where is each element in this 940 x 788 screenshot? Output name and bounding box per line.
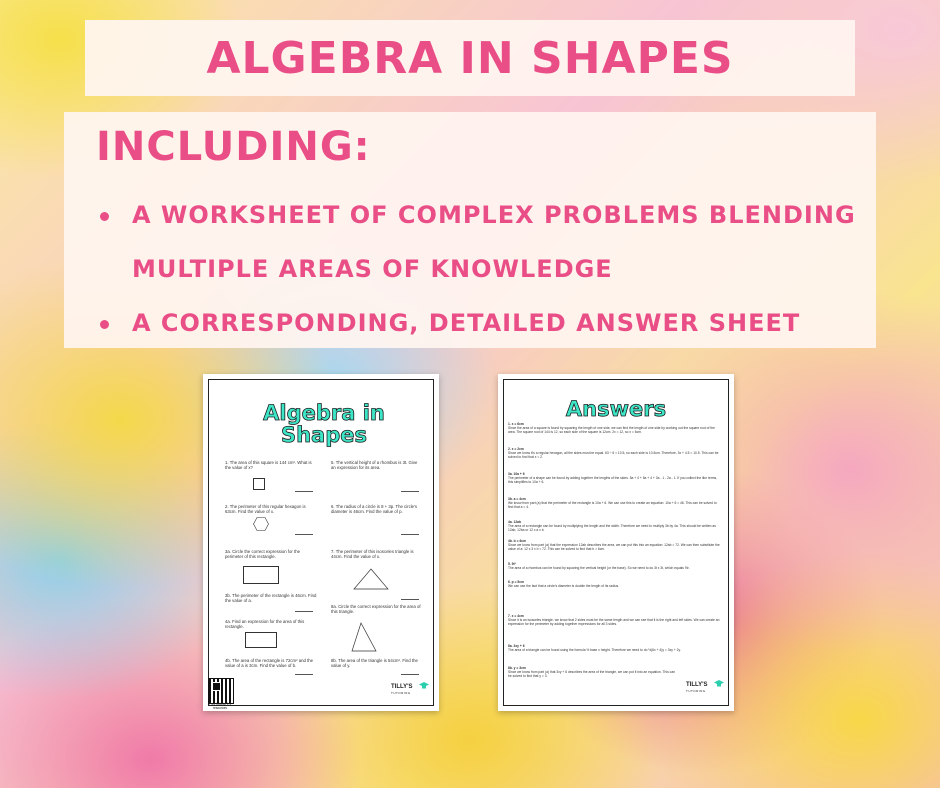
qr-caption: Free tutorial 1:1 resources <box>208 702 232 710</box>
question-6: 6. The radius of a circle is 8 + 3p. The circle's diameter is 46cm. Find the value of p. <box>331 504 418 515</box>
worksheet-title: Algebra in Shapes <box>263 401 385 448</box>
answer-item: 2. x = 2cm Since we know it's a regular hexagon, all the sides must be equal. 63 ÷ 6 = 10.5, so each side is 10.5cm. Therefore, 3x + 4.5 = 10.5. This can be solved to find that x = 2. <box>508 447 719 460</box>
answer-item: 8b. y = 3cm Since we know from part (a) that 3xy + 6 describes the area of the triangle, we can put it into an equation. This can be solved to find that y = 3. <box>508 666 675 679</box>
info-banner <box>64 112 876 348</box>
question-1: 1. The area of this square is 144 cm². What is the value of x? <box>225 460 312 471</box>
worksheet-preview <box>203 374 439 711</box>
answer-item: 1. x = 6cm Since the area of a square is found by squaring the length of one side, we can find the length of one side by working out the square root of the area. The square root of 144 is 12, so each side of the square is 12cm. 2x = 12, so x = 6cm. <box>508 422 715 435</box>
question-8a: 8a. Circle the correct expression for the area of this triangle. <box>331 604 421 615</box>
answer-line <box>295 534 313 535</box>
answer-item: 6. p = 5cm We can use the fact that a circle's diameter is double the length of its radius. <box>508 580 620 589</box>
question-5: 5. The vertical height of a rhombus is 3t. Give an expression for its area. <box>331 460 418 471</box>
rectangle-shape-2 <box>245 632 277 648</box>
answer-item: 4b. b = 6cm Since we know from part (a) that the expression 12ab describes the area, we can put this into an equation: 12ab = 72. We can then substitute the value of a: 12 x 3 x b = 72. This can be solved to find that b = 6cm. <box>508 539 720 552</box>
answer-line <box>295 491 313 492</box>
answer-sheet-title: Answers <box>565 397 667 421</box>
page-title: ALGEBRA IN SHAPES <box>206 32 734 84</box>
brand-logo <box>686 682 708 694</box>
bullet-dot-icon <box>100 320 109 329</box>
triangle-shape-2 <box>351 622 377 652</box>
answer-item: 3b. a = 4cm We know from part (a) that the perimeter of the rectangle is 10a + 6. We can use this to create an equation: 10a + 6 = 46. This can be solved to find that a = 4. <box>508 497 717 510</box>
bullet-list <box>96 188 866 350</box>
answer-item: 5. 9t² The area of a rhombus can be found by squaring the vertical height (or the base). So we need to do 3t x 3t, which equals 9t². <box>508 562 690 571</box>
answer-item: 7. x = 4cm Since it is an isosceles triangle, we know that 2 sides must be the same length and we can see that it is the right and left sides. We can create an expression for the perimeter by adding together expressions for all 3 sides. <box>508 614 720 627</box>
brand-name: TILLY'S <box>686 682 708 688</box>
rectangle-shape <box>243 566 279 584</box>
hexagon-shape <box>253 517 269 531</box>
question-4b: 4b. The area of the rectangle is 72cm² and the value of a is 3cm. Find the value of b. <box>225 658 314 669</box>
bullet-item <box>96 188 866 296</box>
brand-sub: TUTORING <box>686 689 706 693</box>
answer-line <box>295 611 313 612</box>
graduation-cap-icon <box>714 680 724 688</box>
square-shape <box>253 478 265 490</box>
answer-line <box>401 674 419 675</box>
question-8b: 8b. The area of the triangle is 54cm². Find the value of y. <box>331 658 418 669</box>
triangle-shape <box>353 568 389 590</box>
question-4a: 4a. Find an expression for the area of this rectangle. <box>225 619 305 630</box>
question-3b: 3b. The perimeter of the rectangle is 46cm. Find the value of a. <box>225 593 317 604</box>
brand-name: TILLY'S <box>391 684 413 690</box>
question-3a: 3a. Circle the correct expression for the perimeter of this rectangle. <box>225 549 300 560</box>
graduation-cap-icon <box>419 682 429 690</box>
answer-line <box>401 491 419 492</box>
answer-line <box>401 599 419 600</box>
answer-line <box>401 534 419 535</box>
bullet-text: A WORKSHEET OF COMPLEX PROBLEMS BLENDING MULTIPLE AREAS OF KNOWLEDGE <box>132 201 856 283</box>
answer-item: 3a. 10a + 6 The perimeter of a shape can be found by adding together the lengths of the sides. 5a + 4 + 5a + 4 + 3a - 1 - 2a - 1. If you collect the like terms, this simplifies to 10a + 6. <box>508 472 718 485</box>
question-2: 2. The perimeter of this regular hexagon is 63cm. Find the value of x. <box>225 504 306 515</box>
answer-line <box>295 674 313 675</box>
worksheet-border <box>208 379 434 706</box>
brand-logo <box>391 684 413 696</box>
answer-sheet-preview <box>498 374 734 711</box>
answer-item: 4a. 12ab The area of a rectangle can be found by multiplying the length and the width. Therefore we need to multiply 3b by 4a. This should be written as 12ab, 12ba or 12 x a x b. <box>508 520 716 533</box>
answer-item: 8a. 3xy + 6 The area of a triangle can be found using the formula ½ base x height. Therefore we need to do ½(6x + 4)y = 3xy + 2y. <box>508 644 681 653</box>
title-banner <box>85 20 855 96</box>
info-heading: INCLUDING: <box>96 124 371 170</box>
bullet-dot-icon <box>100 212 109 221</box>
qr-code-icon <box>208 678 234 704</box>
question-7: 7. The perimeter of this isosceles triangle is 44cm. Find the value of x. <box>331 549 414 560</box>
brand-sub: TUTORING <box>391 691 411 695</box>
bullet-item <box>96 296 866 350</box>
bullet-text: A CORRESPONDING, DETAILED ANSWER SHEET <box>132 309 801 337</box>
